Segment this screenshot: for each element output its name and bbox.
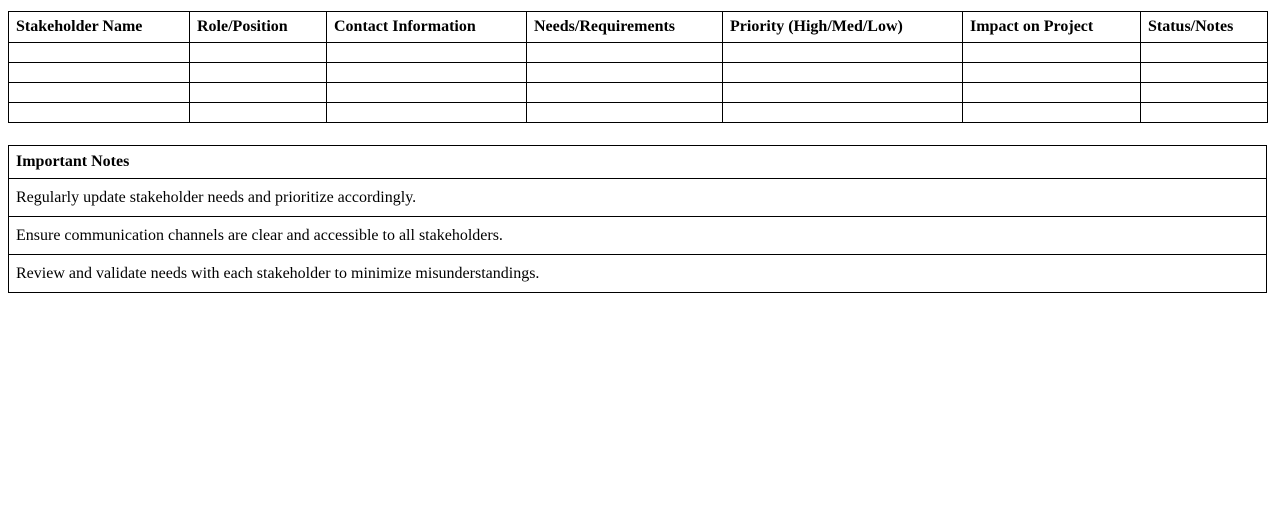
stakeholder-table: [8, 11, 1268, 123]
column-header-priority: Priority (High/Med/Low): [723, 12, 963, 43]
empty-cell: [723, 83, 963, 103]
empty-cell: [527, 43, 723, 63]
empty-cell: [963, 103, 1141, 123]
empty-cell: [527, 83, 723, 103]
empty-cell: [190, 103, 327, 123]
column-header-status-notes: Status/Notes: [1141, 12, 1268, 43]
empty-cell: [1141, 83, 1268, 103]
empty-cell: [527, 103, 723, 123]
empty-cell: [9, 83, 190, 103]
note-text-3: Review and validate needs with each stakeholder to minimize misunderstandings.: [9, 255, 1267, 293]
empty-cell: [190, 63, 327, 83]
empty-cell: [527, 63, 723, 83]
notes-title: Important Notes: [9, 146, 1267, 179]
note-row: [9, 255, 1267, 293]
table-row: [9, 43, 1268, 63]
empty-cell: [963, 83, 1141, 103]
empty-cell: [723, 63, 963, 83]
note-text-1: Regularly update stakeholder needs and prioritize accordingly.: [9, 179, 1267, 217]
column-header-impact-on-project: Impact on Project: [963, 12, 1141, 43]
empty-cell: [1141, 63, 1268, 83]
empty-cell: [9, 103, 190, 123]
document-page: [0, 11, 1278, 512]
table-row: [9, 83, 1268, 103]
notes-header-row: [9, 146, 1267, 179]
empty-cell: [9, 43, 190, 63]
important-notes-table: [8, 145, 1267, 293]
note-row: [9, 217, 1267, 255]
table-row: [9, 103, 1268, 123]
empty-cell: [327, 103, 527, 123]
empty-cell: [723, 103, 963, 123]
empty-cell: [190, 83, 327, 103]
empty-cell: [327, 83, 527, 103]
empty-cell: [190, 43, 327, 63]
empty-cell: [1141, 103, 1268, 123]
note-row: [9, 179, 1267, 217]
empty-cell: [963, 43, 1141, 63]
empty-cell: [723, 43, 963, 63]
empty-cell: [9, 63, 190, 83]
column-header-contact-information: Contact Information: [327, 12, 527, 43]
column-header-role-position: Role/Position: [190, 12, 327, 43]
empty-cell: [1141, 43, 1268, 63]
stakeholder-header-row: [9, 12, 1268, 43]
column-header-stakeholder-name: Stakeholder Name: [9, 12, 190, 43]
note-text-2: Ensure communication channels are clear and accessible to all stakeholders.: [9, 217, 1267, 255]
table-row: [9, 63, 1268, 83]
empty-cell: [327, 43, 527, 63]
empty-cell: [327, 63, 527, 83]
empty-cell: [963, 63, 1141, 83]
column-header-needs-requirements: Needs/Requirements: [527, 12, 723, 43]
